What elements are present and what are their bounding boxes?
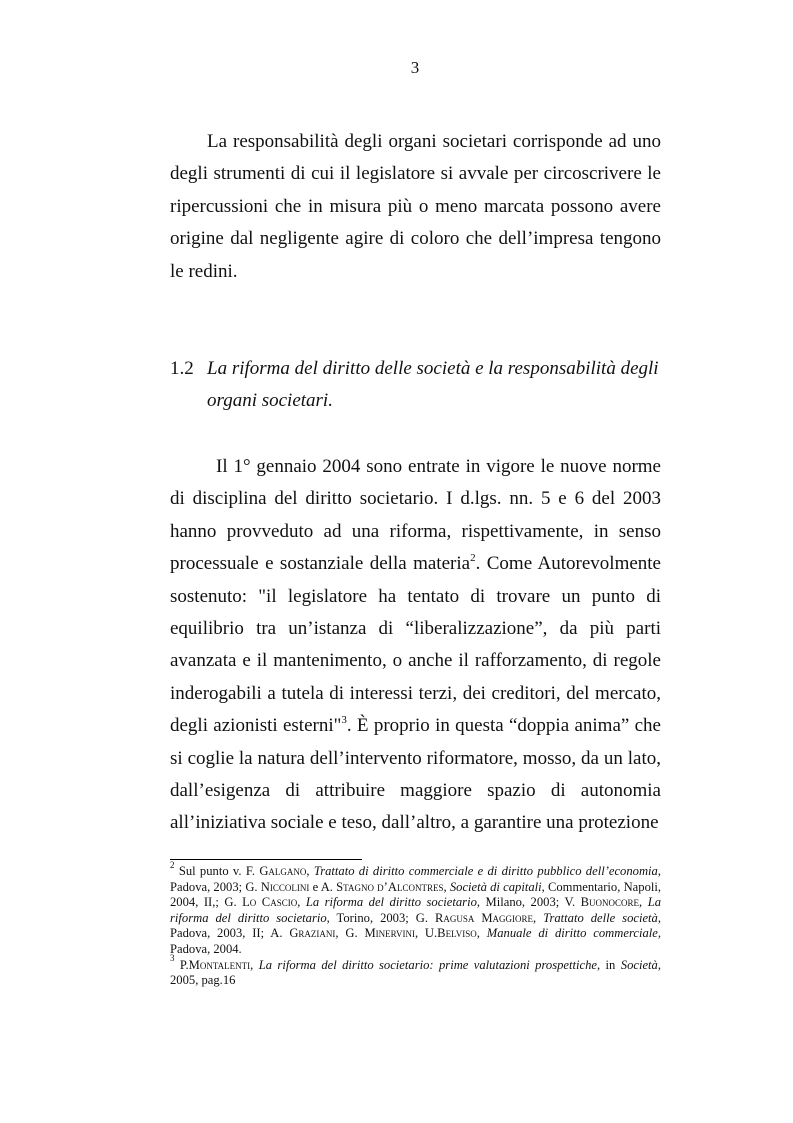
work-title: Trattato di diritto commerciale e di diritto pubblico dell’economia — [313, 864, 658, 878]
footnotes — [170, 859, 662, 989]
fn2-text: , Milano, 2003; V. — [476, 895, 581, 910]
fn2-text: , — [443, 879, 450, 894]
work-title: La riforma del diritto societario — [305, 895, 477, 910]
footnote-ref-3: 3 — [341, 713, 347, 726]
journal-title: Società — [620, 957, 658, 972]
fn2-text: , Commentario, Napoli, 2004, II,; G. — [170, 879, 662, 910]
fn2-text: e A. — [309, 879, 337, 894]
fn2-text: , — [639, 895, 648, 910]
author-name: Lo Cascio — [242, 895, 298, 910]
fn2-text: , Padova, 2003; G. — [170, 864, 661, 894]
author-name: Ragusa Maggiore — [434, 910, 534, 925]
section-number: 1.2 — [170, 358, 194, 379]
page-number: 3 — [410, 58, 420, 77]
fn3-text: , 2005, pag.16 — [170, 957, 661, 988]
author-name: Montalenti — [188, 957, 251, 972]
body-text-part-3: . È proprio in questa “doppia anima” che si coglie la natura dell’intervento riformatore, mosso, da un lato, dall’esigenza di attribuire maggiore spazio di autonomia all’iniziativa sociale e teso, dall’altro, a garantire una protezione — [170, 715, 661, 834]
section-title: La riforma del diritto delle società e la responsabilità degli organi societari. — [207, 358, 659, 412]
fn3-text: P. — [174, 957, 189, 972]
footnote-mark-3: 3 — [170, 953, 175, 964]
author-name: Stagno d’Alcontres — [336, 879, 444, 894]
footnote-3 — [170, 953, 661, 989]
work-title: Società di capitali — [449, 879, 542, 894]
footnote-ref-2: 2 — [470, 551, 476, 564]
work-title: Trattato delle società — [543, 910, 658, 925]
fn2-text: , Padova, 2004. — [170, 926, 662, 956]
author-name: Graziani — [289, 926, 336, 941]
author-name: Galgano — [259, 864, 307, 878]
fn2-text: , G. — [335, 926, 365, 941]
fn2-text: , U. — [414, 926, 438, 941]
fn2-text: , Torino, 2003; G. — [326, 910, 435, 925]
author-name: Minervini — [364, 926, 415, 941]
work-title: La riforma del diritto societario — [170, 895, 662, 925]
fn2-text: , Padova, 2003, II; A. — [170, 910, 662, 941]
fn2-text: Sul punto v. F. — [174, 864, 260, 878]
footnote-2 — [170, 859, 662, 958]
fn3-text: , — [250, 957, 259, 972]
fn3-text: , in — [596, 957, 621, 972]
work-title: Manuale di diritto commerciale — [486, 926, 658, 941]
intro-paragraph: La responsabilità degli organi societari corrisponde ad uno degli strumenti di cui il legislatore si avvale per circoscrivere le ripercussioni che in misura più o meno marcata possono avere origine dal negligente agire di coloro che dell’impresa tengono le redini. — [170, 131, 661, 282]
fn2-text: , — [297, 895, 306, 910]
body-text-part-2: . Come Autorevolmente sostenuto: "il legislatore ha tentato di trovare un punto di equilibrio tra un’istanza di “liberalizzazione”, da più parti avanzata e il mantenimento, o anche il rafforzamento, di regole inderogabili a tutela di interessi terzi, dei creditori, del mercato, degli azionisti esterni" — [170, 553, 661, 737]
footnote-separator — [170, 859, 362, 860]
author-name: Niccolini — [260, 879, 310, 894]
fn2-text: , — [306, 864, 314, 878]
body-paragraph — [170, 451, 661, 840]
body-text-part-1: Il 1° gennaio 2004 sono entrate in vigore le nuove norme di disciplina del diritto societario. I d.lgs. nn. 5 e 6 del 2003 hanno provveduto ad una riforma, rispettivamente, in senso processuale e sostanziale della materia — [170, 456, 661, 575]
section-heading — [170, 353, 670, 418]
author-name: Belviso — [437, 926, 477, 941]
fn2-text: , — [476, 926, 487, 941]
work-title: La riforma del diritto societario: prime valutazioni prospettiche — [258, 957, 597, 972]
fn2-text: , — [533, 910, 544, 925]
footnote-mark-2: 2 — [170, 859, 175, 870]
author-name: Buonocore — [580, 895, 640, 910]
